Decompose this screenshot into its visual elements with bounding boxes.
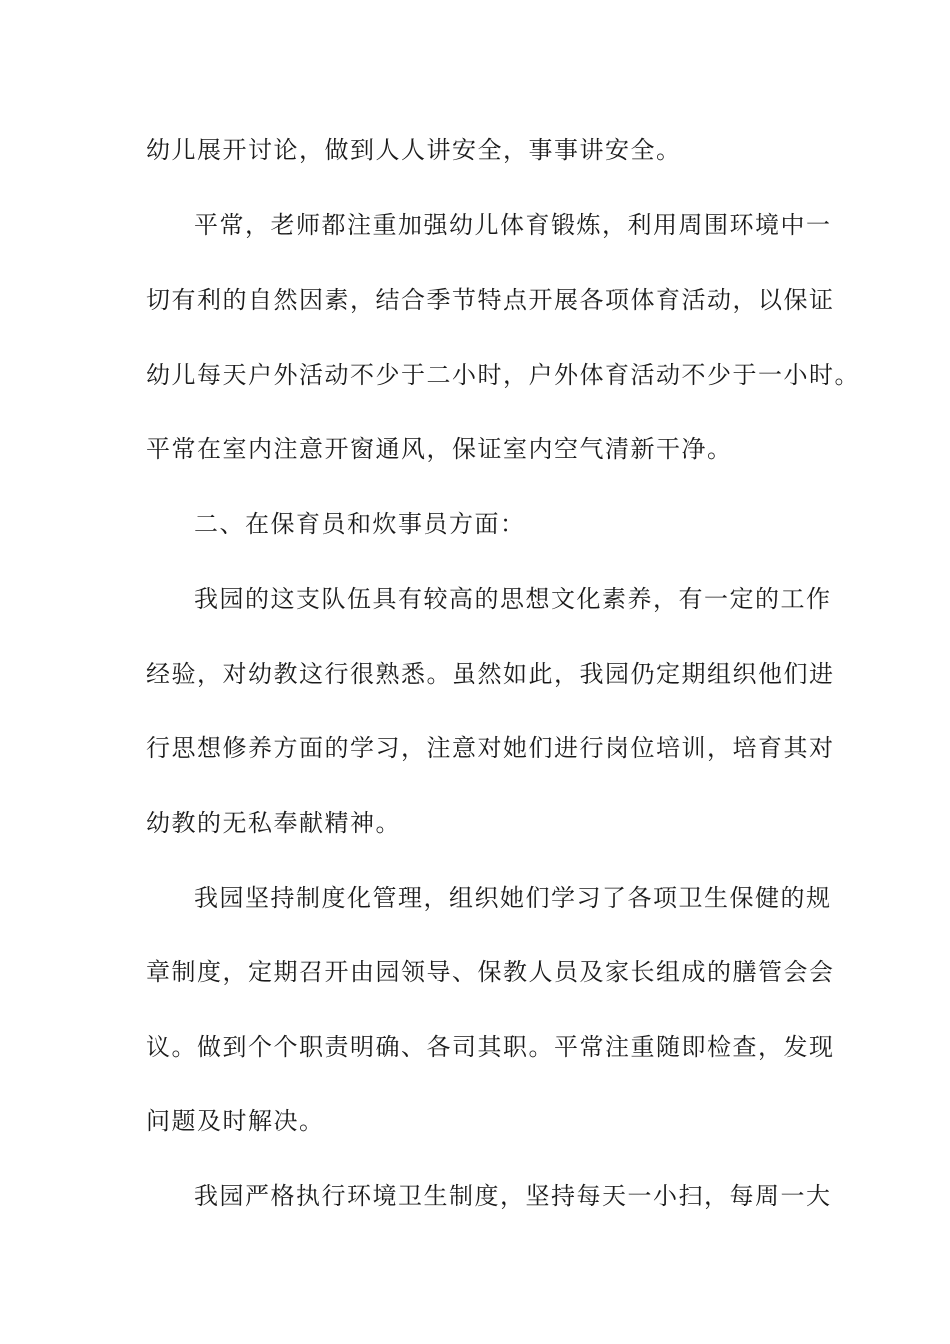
- section-heading: 二、在保育员和炊事员方面：: [194, 510, 526, 538]
- text-line: 幼儿每天户外活动不少于二小时，户外体育活动不少于一小时。: [146, 361, 860, 389]
- text-line: 平常，老师都注重加强幼儿体育锻炼，利用周围环境中一: [194, 211, 832, 239]
- text-line: 幼教的无私奉献精神。: [146, 809, 401, 837]
- text-line: 议。做到个个职责明确、各司其职。平常注重随即检查，发现: [146, 1033, 835, 1061]
- text-line: 切有利的自然因素，结合季节特点开展各项体育活动，以保证: [146, 286, 835, 314]
- text-line: 行思想修养方面的学习，注意对她们进行岗位培训，培育其对: [146, 734, 835, 762]
- text-line: 平常在室内注意开窗通风，保证室内空气清新干净。: [146, 435, 733, 463]
- text-line: 我园的这支队伍具有较高的思想文化素养，有一定的工作: [194, 585, 832, 613]
- text-line: 我园坚持制度化管理，组织她们学习了各项卫生保健的规: [194, 884, 832, 912]
- text-line: 问题及时解决。: [146, 1107, 325, 1135]
- text-line: 经验，对幼教这行很熟悉。虽然如此，我园仍定期组织他们进: [146, 660, 835, 688]
- text-line: 我园严格执行环境卫生制度，坚持每天一小扫，每周一大: [194, 1182, 832, 1210]
- text-line: 章制度，定期召开由园领导、保教人员及家长组成的膳管会会: [146, 958, 835, 986]
- text-line: 幼儿展开讨论，做到人人讲安全，事事讲安全。: [146, 136, 682, 164]
